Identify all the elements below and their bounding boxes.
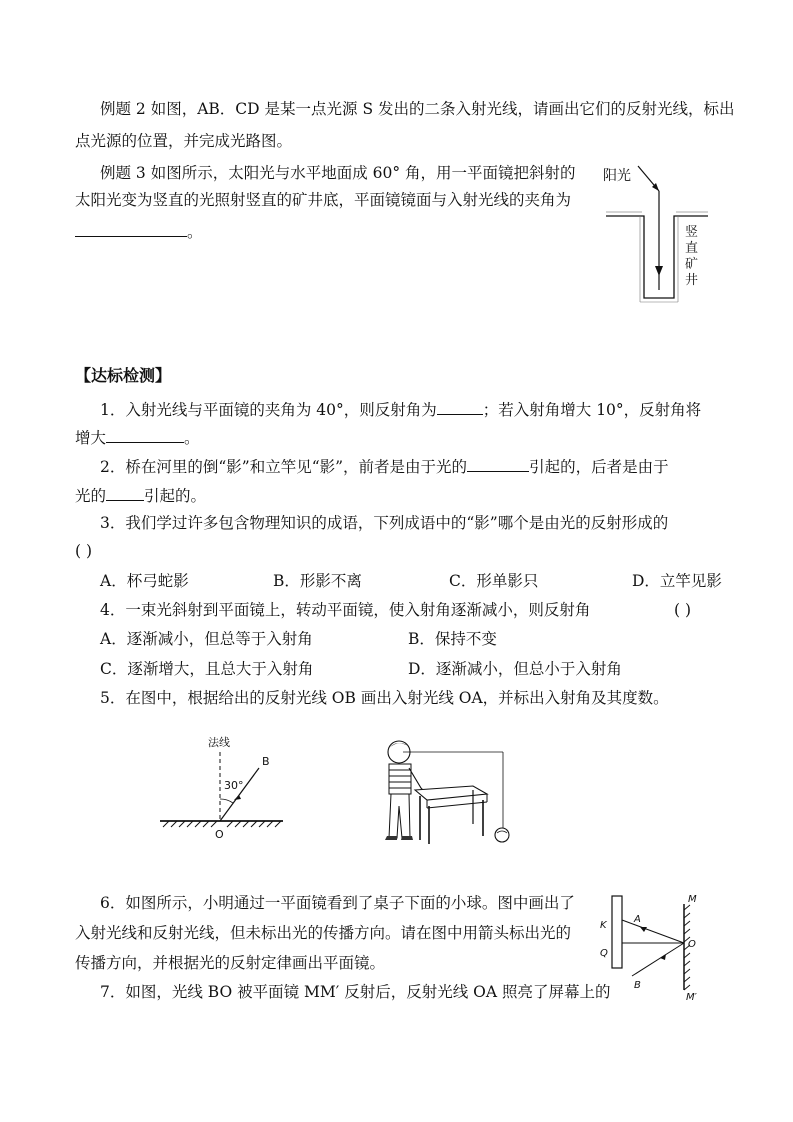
arrow-icon (234, 795, 241, 800)
q4-option-b[interactable]: B．保持不变 (408, 630, 497, 648)
point-b-label: B (262, 755, 270, 768)
q5-line1: 5．在图中，根据给出的反射光线 OB 画出入射光线 OA，并标出入射角及其度数。 (100, 689, 669, 707)
q4-paren: ( ) (674, 601, 692, 619)
q1-line2: 增大 。 (75, 426, 200, 448)
shaft-label-char: 竖 (685, 225, 699, 240)
q3-option-b[interactable]: B．形影不离 (273, 572, 362, 590)
q3-option-d[interactable]: D．立竿见影 (632, 572, 722, 590)
angle-label: 30° (224, 779, 244, 792)
q4-line1: 4．一束光斜射到平面镜上，转动平面镜，使入射角逐渐减小，则反射角 (100, 601, 591, 619)
section-title: 【达标检测】 (75, 366, 172, 385)
mirror-screen-figure (596, 890, 716, 1002)
q1-blank-2[interactable] (106, 426, 184, 443)
q6-line1: 6．如图所示，小明通过一平面镜看到了桌子下面的小球。图中画出了 (100, 894, 575, 912)
boy-legs (389, 794, 410, 838)
q2-line1: 2．桥在河里的倒“影”和立竿见“影”，前者是由于光的 引起的，后者是由于 (100, 455, 669, 477)
ball (495, 828, 509, 842)
label-m-prime: M′ (686, 992, 697, 1002)
reflected-ray-ob (220, 768, 259, 821)
q6-line3: 传播方向，并根据光的反射定律画出平面镜。 (75, 954, 386, 972)
boy-table-figure (375, 736, 520, 848)
table-top (415, 786, 487, 800)
q3-line1: 3．我们学过许多包含物理知识的成语，下列成语中的“影”哪个是由光的反射形成的 (100, 514, 669, 532)
q4-option-a[interactable]: A．逐渐减小，但总等于入射角 (100, 630, 313, 648)
q3-option-c[interactable]: C．形单影只 (449, 572, 539, 590)
q4-option-c[interactable]: C．逐渐增大，且总大于入射角 (100, 660, 314, 678)
incident-ray-bo (632, 943, 684, 976)
q1-blank-1[interactable] (437, 398, 483, 415)
q1-line1: 1．入射光线与平面镜的夹角为 40°，则反射角为 ；若入射角增大 10°，反射角将 (100, 398, 701, 420)
shaft-label-char: 矿 (685, 257, 699, 272)
screen (612, 896, 622, 968)
q3-option-a[interactable]: A．杯弓蛇影 (100, 572, 189, 590)
q2-blank-1[interactable] (467, 455, 529, 472)
shaft-label-char: 井 (685, 273, 699, 288)
label-k: K (600, 920, 607, 931)
shaft-label-char: 直 (685, 241, 699, 256)
q4-option-d[interactable]: D．逐渐减小，但总小于入射角 (408, 660, 622, 678)
q2-line2: 光的 引起的。 (75, 484, 206, 506)
boy-shoe (401, 836, 413, 840)
q6-line2: 入射光线和反射光线，但未标出光的传播方向。请在图中用箭头标出光的 (75, 924, 572, 942)
q3-paren: ( ) (75, 542, 93, 560)
normal-label: 法线 (208, 736, 230, 749)
normal-line-figure (155, 732, 290, 842)
example3-line3: 。 (75, 220, 203, 242)
label-b: B (634, 980, 641, 991)
example2-line2: 点光源的位置，并完成光路图。 (75, 132, 293, 150)
mirror-hatch (163, 821, 281, 827)
label-m: M (688, 894, 697, 905)
angle-arc (220, 799, 233, 803)
answer-blank[interactable] (75, 220, 187, 237)
boy-shirt (389, 764, 411, 794)
table-edge (427, 802, 487, 808)
mine-shaft-figure (600, 158, 710, 308)
arrow-icon (660, 954, 666, 960)
point-o-label: O (215, 828, 224, 841)
arrow-icon (640, 927, 647, 932)
q7-line1: 7．如图，光线 BO 被平面镜 MM′ 反射后，反射光线 OA 照亮了屏幕上的 (100, 983, 611, 1001)
label-q: Q (600, 948, 608, 959)
label-o: O (688, 939, 696, 950)
example3-line1: 例题 3 如图所示，太阳光与水平地面成 60° 角，用一平面镜把斜射的 (100, 164, 576, 182)
sun-label: 阳光 (603, 168, 631, 184)
label-a: A (634, 914, 641, 925)
arrow-icon (655, 266, 663, 276)
boy-shoe (385, 836, 397, 840)
reflected-ray-oa (622, 920, 684, 943)
example2-line1: 例题 2 如图，AB．CD 是某一点光源 S 发出的二条入射光线，请画出它们的反射光线，标出 (100, 100, 735, 118)
example3-line2: 太阳光变为竖直的光照射竖直的矿井底，平面镜镜面与入射光线的夹角为 (75, 191, 572, 209)
q2-blank-2[interactable] (106, 484, 144, 501)
